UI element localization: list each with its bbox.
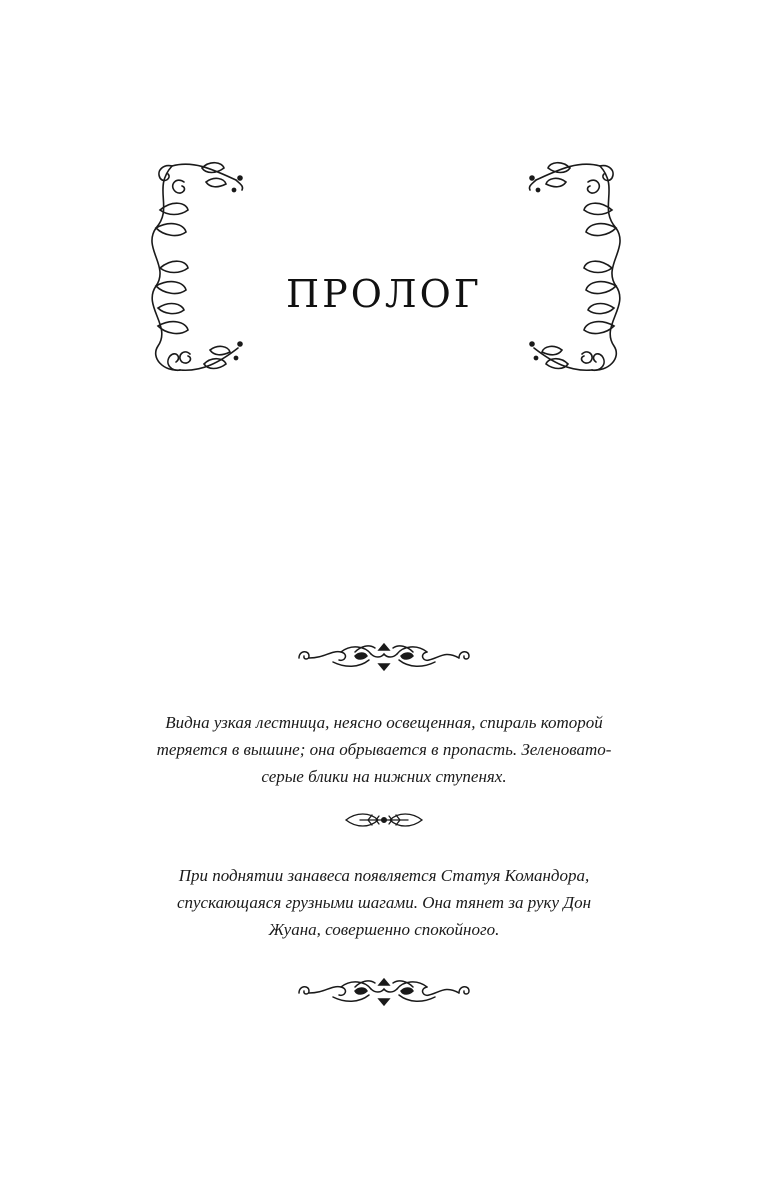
divider-top — [0, 640, 768, 676]
flourish-divider-icon — [295, 640, 473, 676]
text-line: Видна узкая лестница, неясно освещенная, спираль которой — [165, 713, 603, 732]
floral-bracket-right-icon — [528, 158, 628, 378]
text-line: При поднятии занавеса появляется Статуя Командора, — [178, 866, 590, 885]
stage-direction-2 — [130, 862, 638, 943]
page-title: ПРОЛОГ — [286, 272, 482, 317]
text-line: серые блики на нижних ступенях. — [261, 767, 507, 786]
flourish-divider-icon — [295, 975, 473, 1011]
divider-bottom — [0, 975, 768, 1011]
floral-bracket-left-icon — [144, 158, 244, 378]
stage-direction-1 — [130, 709, 638, 790]
text-line: теряется в вышине; она обрывается в пропасть. Зеленовато- — [156, 740, 612, 759]
sprig-divider-icon — [342, 808, 426, 832]
text-line: Жуана, совершенно спокойного. — [268, 920, 500, 939]
divider-middle — [0, 808, 768, 832]
text-line: спускающаяся грузными шагами. Она тянет за руку Дон — [176, 893, 592, 912]
